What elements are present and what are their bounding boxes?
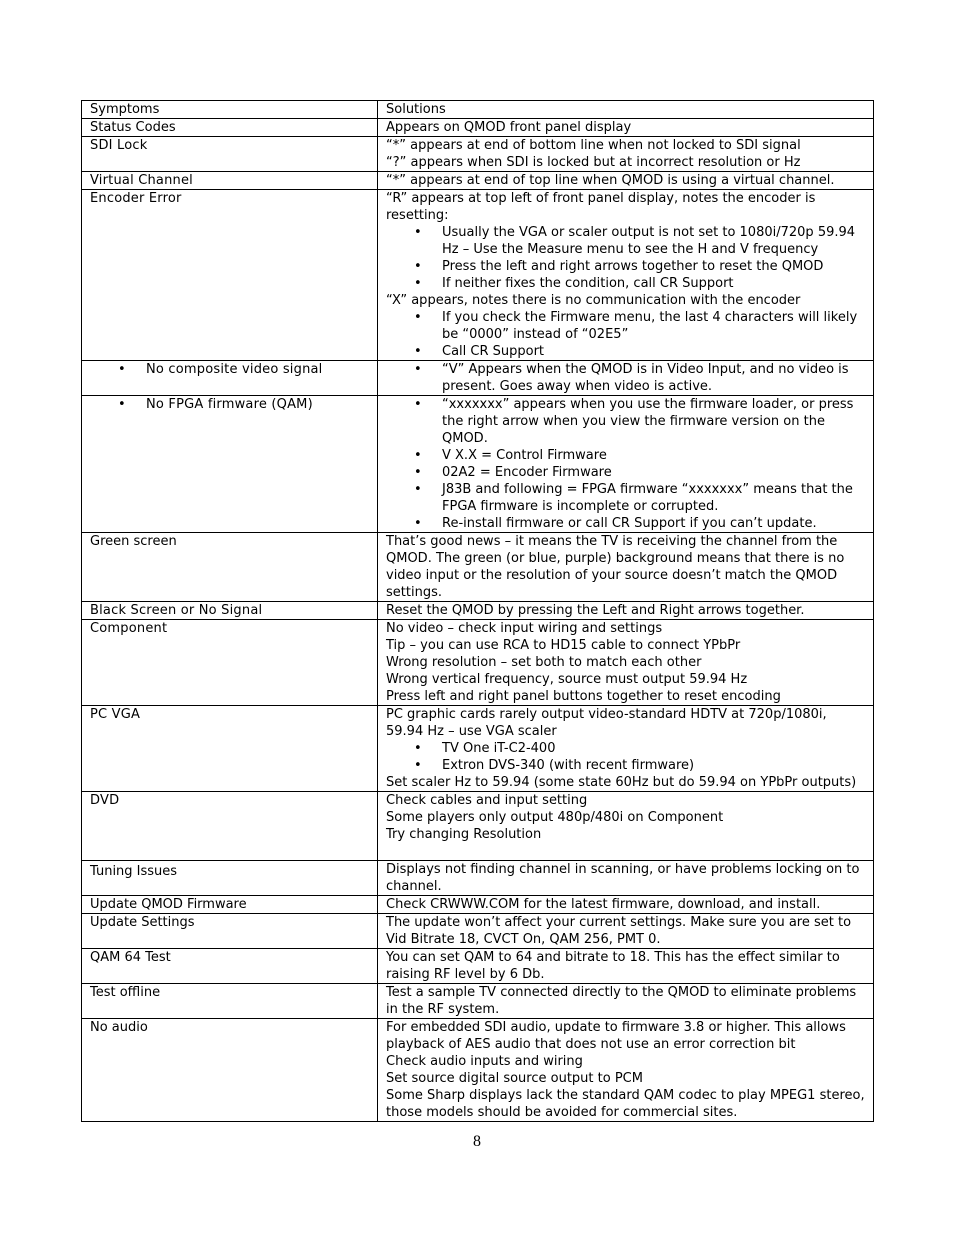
list-item: • J83B and following = FPGA firmware “xxxxxxx” means that the FPGA firmware is incomplete or corrupted. — [442, 481, 866, 515]
solution-virtual-channel: “*” appears at end of top line when QMOD is using a virtual channel. — [378, 172, 874, 190]
list-item: • “xxxxxxx” appears when you use the firmware loader, or press the right arrow when you view the firmware version on the QMOD. — [442, 396, 866, 447]
bullet-list — [386, 740, 866, 774]
table-row — [82, 949, 874, 984]
blank-line — [386, 843, 866, 860]
list-item: • If neither fixes the condition, call CR Support — [442, 275, 866, 292]
table-header-row — [82, 101, 874, 119]
solution-line: Some players only output 480p/480i on Component — [386, 810, 724, 825]
symptom-bullet: • No FPGA firmware (QAM) — [90, 396, 370, 413]
symptom-bullet: • No composite video signal — [90, 361, 370, 378]
list-item: • Call CR Support — [442, 343, 866, 360]
solution-qam64: You can set QAM to 64 and bitrate to 18. This has the effect similar to raising RF level by 6 Db. — [378, 949, 874, 984]
symptom-no-composite — [82, 361, 378, 396]
symptom-pc-vga: PC VGA — [82, 706, 378, 792]
table-row — [82, 984, 874, 1019]
solution-line: Set scaler Hz to 59.94 (some state 60Hz but do 59.94 on YPbPr outputs) — [386, 775, 857, 790]
header-solutions: Solutions — [378, 101, 874, 119]
solution-line: Check cables and input setting — [386, 793, 588, 808]
solution-line: Press left and right panel buttons together to reset encoding — [386, 689, 781, 704]
list-item: • Press the left and right arrows together to reset the QMOD — [442, 258, 866, 275]
bullet-list — [386, 361, 866, 395]
page-number: 8 — [473, 1133, 481, 1150]
list-item: • “V” Appears when the QMOD is in Video Input, and no video is present. Goes away when video is active. — [442, 361, 866, 395]
solution-line: “*” appears at end of bottom line when not locked to SDI signal — [386, 138, 801, 153]
table-row — [82, 1019, 874, 1122]
table-row — [82, 533, 874, 602]
list-item: • TV One iT-C2-400 — [442, 740, 866, 757]
table-row — [82, 137, 874, 172]
solution-line: PC graphic cards rarely output video-standard HDTV at 720p/1080i, 59.94 Hz – use VGA scaler — [386, 707, 827, 739]
solution-no-fpga — [378, 396, 874, 533]
bullet-list — [386, 396, 866, 532]
symptom-update-firmware: Update QMOD Firmware — [82, 896, 378, 914]
bullet-list — [386, 224, 866, 292]
list-item: • V X.X = Control Firmware — [442, 447, 866, 464]
solution-black-screen: Reset the QMOD by pressing the Left and Right arrows together. — [378, 602, 874, 620]
solution-line: For embedded SDI audio, update to firmware 3.8 or higher. This allows playback of AES audio that does not use an error correction bit — [386, 1020, 846, 1052]
solution-line: Set source digital source output to PCM — [386, 1071, 643, 1086]
section-tuning-issues: Tuning Issues — [82, 861, 378, 896]
section-status-codes: Status Codes — [82, 119, 378, 137]
solution-update-firmware: Check CRWWW.COM for the latest firmware, download, and install. — [378, 896, 874, 914]
solution-line: Wrong vertical frequency, source must output 59.94 Hz — [386, 672, 748, 687]
symptom-qam64: QAM 64 Test — [82, 949, 378, 984]
solution-line: “X” appears, notes there is no communication with the encoder — [386, 293, 801, 308]
solution-line: “?” appears when SDI is locked but at incorrect resolution or Hz — [386, 155, 801, 170]
symptom-dvd: DVD — [82, 792, 378, 861]
table-row — [82, 792, 874, 861]
list-item: • Extron DVS-340 (with recent firmware) — [442, 757, 866, 774]
solution-line: Check audio inputs and wiring — [386, 1054, 583, 1069]
solution-green-screen: That’s good news – it means the TV is receiving the channel from the QMOD. The green (or blue, purple) background means that there is no video input or the resolution of your source doesn’t match the QMOD settings. — [378, 533, 874, 602]
solution-dvd — [378, 792, 874, 861]
solution-line: Some Sharp displays lack the standard QAM codec to play MPEG1 stereo, those models should be avoided for commercial sites. — [386, 1088, 865, 1120]
table-row — [82, 620, 874, 706]
table-row — [82, 190, 874, 361]
solution-no-audio — [378, 1019, 874, 1122]
symptom-sdi-lock: SDI Lock — [82, 137, 378, 172]
header-symptoms: Symptoms — [82, 101, 378, 119]
solution-component — [378, 620, 874, 706]
solution-line: No video – check input wiring and settings — [386, 621, 663, 636]
bullet-list — [386, 309, 866, 360]
table-row — [82, 914, 874, 949]
symptom-update-settings: Update Settings — [82, 914, 378, 949]
solution-line: Try changing Resolution — [386, 827, 542, 842]
symptom-encoder-error: Encoder Error — [82, 190, 378, 361]
table-row — [82, 172, 874, 190]
solution-line: Wrong resolution – set both to match each other — [386, 655, 702, 670]
list-item: • If you check the Firmware menu, the last 4 characters will likely be “0000” instead of “02E5” — [442, 309, 866, 343]
table-row — [82, 896, 874, 914]
symptom-component: Component — [82, 620, 378, 706]
table-row — [82, 119, 874, 137]
table-row — [82, 861, 874, 896]
solution-pc-vga — [378, 706, 874, 792]
list-item: • Re-install firmware or call CR Support if you can’t update. — [442, 515, 866, 532]
symptom-no-audio: No audio — [82, 1019, 378, 1122]
solution-test-offline: Test a sample TV connected directly to the QMOD to eliminate problems in the RF system. — [378, 984, 874, 1019]
status-codes-desc: Appears on QMOD front panel display — [378, 119, 874, 137]
solution-no-composite — [378, 361, 874, 396]
solution-encoder-error — [378, 190, 874, 361]
symptom-black-screen: Black Screen or No Signal — [82, 602, 378, 620]
solution-tuning-issues: Displays not finding channel in scanning, or have problems locking on to channel. — [378, 861, 874, 896]
symptom-virtual-channel: Virtual Channel — [82, 172, 378, 190]
table-row — [82, 361, 874, 396]
solution-sdi-lock — [378, 137, 874, 172]
table-row — [82, 602, 874, 620]
solution-update-settings: The update won’t affect your current settings. Make sure you are set to Vid Bitrate 18, CVCT On, QAM 256, PMT 0. — [378, 914, 874, 949]
solution-line: Tip – you can use RCA to HD15 cable to connect YPbPr — [386, 638, 741, 653]
table-row — [82, 706, 874, 792]
troubleshooting-table — [81, 100, 874, 1122]
list-item: • 02A2 = Encoder Firmware — [442, 464, 866, 481]
symptom-test-offline: Test offline — [82, 984, 378, 1019]
solution-line: “R” appears at top left of front panel display, notes the encoder is resetting: — [386, 191, 816, 223]
section-green-screen: Green screen — [82, 533, 378, 602]
symptom-no-fpga — [82, 396, 378, 533]
list-item: • Usually the VGA or scaler output is not set to 1080i/720p 59.94 Hz – Use the Measure menu to see the H and V frequency — [442, 224, 866, 258]
table-row — [82, 396, 874, 533]
